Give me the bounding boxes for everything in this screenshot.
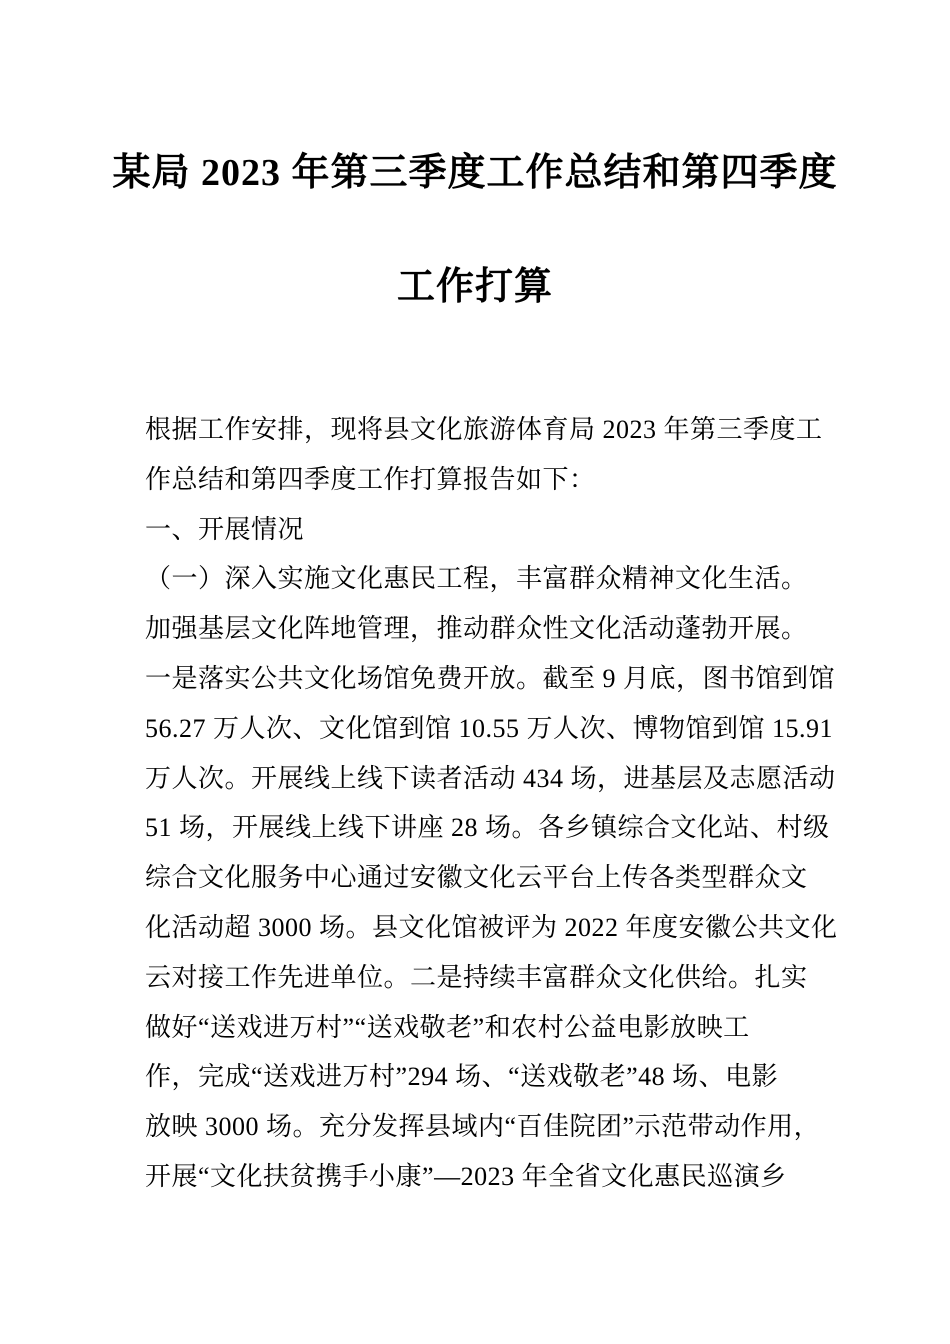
text-line: 加强基层文化阵地管理，推动群众性文化活动蓬勃开展。	[145, 614, 808, 644]
text-line: 化活动超 3000 场。县文化馆被评为 2022 年度安徽公共文化	[145, 912, 838, 942]
text-line: 做好“送戏进万村”“送戏敬老”和农村公益电影放映工	[145, 1012, 750, 1042]
text-line: 根据工作安排，现将县文化旅游体育局 2023 年第三季度工	[145, 415, 823, 444]
text-line: 万人次。开展线上线下读者活动 434 场，进基层及志愿活动	[145, 763, 836, 793]
text-line: 一、开展情况	[145, 514, 305, 544]
text-line: （一）深入实施文化惠民工程，丰富群众精神文化生活。	[145, 564, 808, 594]
text-line: 开展“文化扶贫携手小康”—2023 年全省文化惠民巡演乡	[145, 1161, 787, 1191]
text-line: 一是落实公共文化场馆免费开放。截至 9 月底，图书馆到馆	[145, 663, 836, 693]
text-line: 作，完成“送戏进万村”294 场、“送戏敬老”48 场、电影	[145, 1062, 779, 1092]
document-title-line-2: 工作打算	[396, 265, 553, 308]
text-line: 云对接工作先进单位。二是持续丰富群众文化供给。扎实	[145, 962, 808, 992]
text-line: 综合文化服务中心通过安徽文化云平台上传各类型群众文	[145, 863, 808, 893]
text-line: 放映 3000 场。充分发挥县域内“百佳院团”示范带动作用，	[145, 1112, 821, 1142]
document-title-line-1: 某局 2023 年第三季度工作总结和第四季度	[112, 152, 838, 194]
text-line: 56.27 万人次、文化馆到馆 10.55 万人次、博物馆到馆 15.91	[145, 713, 834, 743]
text-line: 51 场，开展线上线下讲座 28 场。各乡镇综合文化站、村级	[145, 813, 830, 843]
document-body	[145, 405, 838, 1202]
text-line: 作总结和第四季度工作打算报告如下：	[145, 464, 596, 494]
